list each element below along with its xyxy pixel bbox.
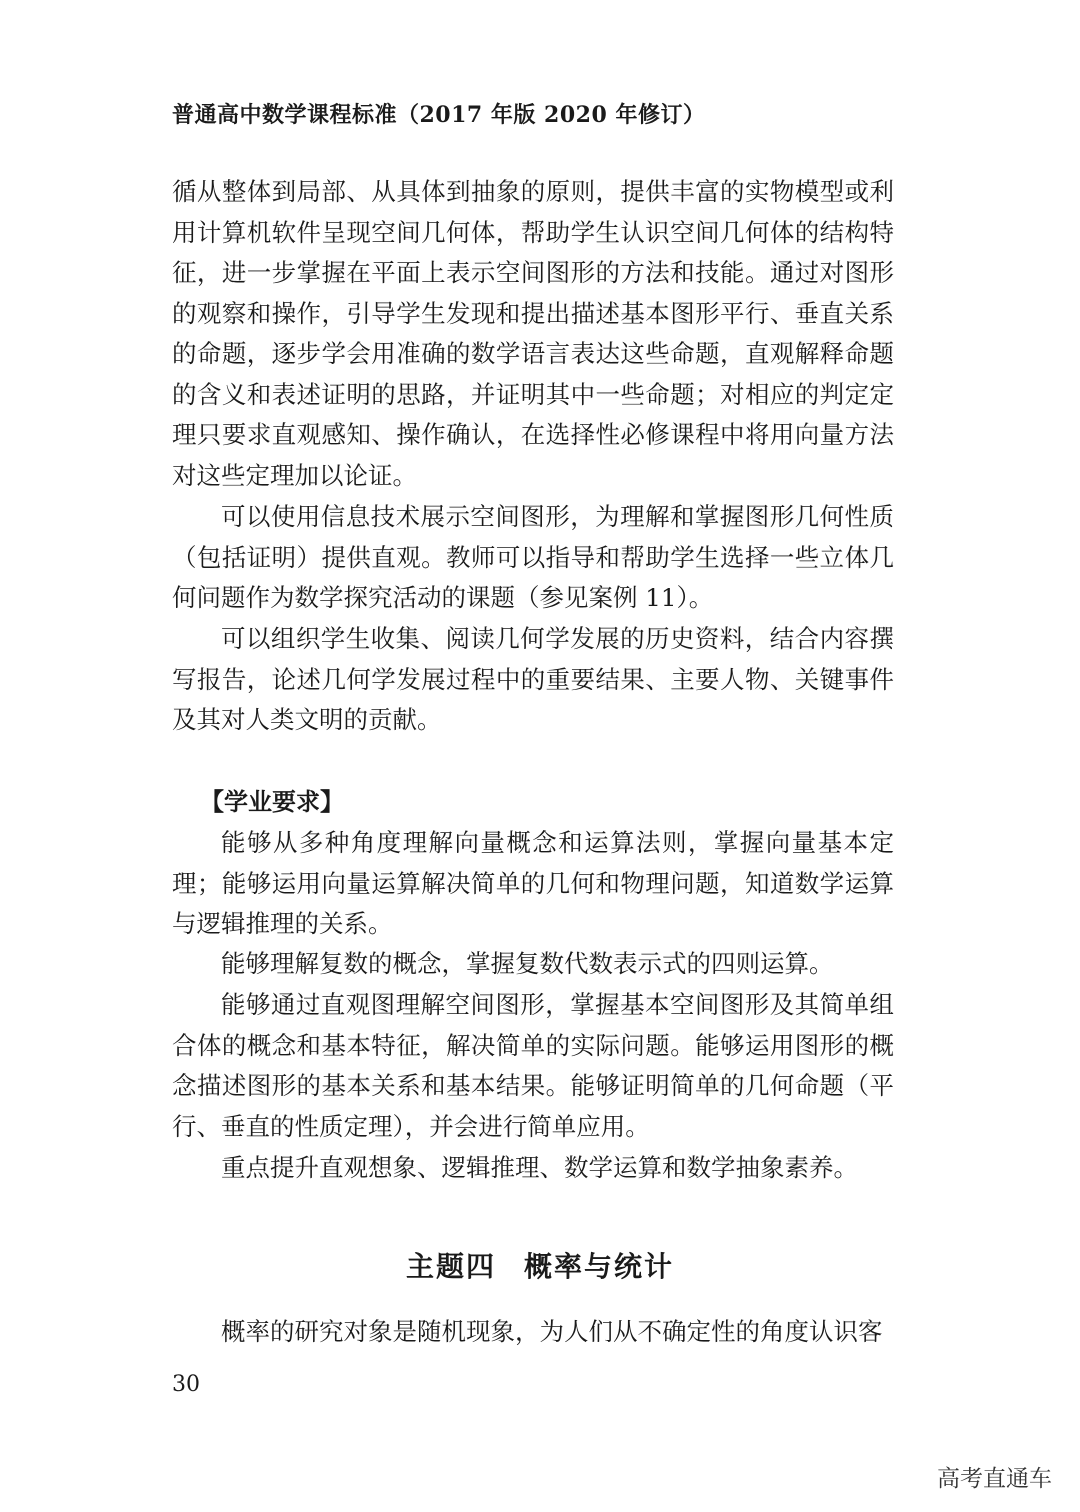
requirement-paragraph: 能够从多种角度理解向量概念和运算法则，掌握向量基本定理；能够运用向量运算解决简单的几何和物理问题，知道数学运算与逻辑推理的关系。: [172, 828, 894, 938]
section-label-academic-requirements: 【学业要求】: [200, 787, 344, 816]
topic-number: 主题四: [405, 1250, 496, 1283]
body-paragraph: 循从整体到局部、从具体到抽象的原则，提供丰富的实物模型或利用计算机软件呈现空间几何体，帮助学生认识空间几何体的结构特征，进一步掌握在平面上表示空间图形的方法和技能。通过对图形的观察和操作，引导学生发现和提出描述基本图形平行、垂直关系的命题，逐步学会用准确的数学语言表达这些命题，直观解释命题的含义和表述证明的思路，并证明其中一些命题；对相应的判定定理只要求直观感知、操作确认，在选择性必修课程中将用向量方法对这些定理加以论证。: [172, 177, 894, 490]
requirement-paragraph: 能够理解复数的概念，掌握复数代数表示式的四则运算。: [221, 949, 834, 978]
body-paragraph: 可以组织学生收集、阅读几何学发展的历史资料，结合内容撰写报告，论述几何学发展过程中的重要结果、主要人物、关键事件及其对人类文明的贡献。: [172, 624, 894, 734]
watermark-text: 高考直通车: [937, 1466, 1052, 1492]
requirement-paragraph: 能够通过直观图理解空间图形，掌握基本空间图形及其简单组合体的概念和基本特征，解决简单的实际问题。能够运用图形的概念描述图形的基本关系和基本结果。能够证明简单的几何命题（平行、垂直的性质定理），并会进行简单应用。: [172, 990, 894, 1141]
topic-title: 概率与统计: [524, 1250, 675, 1283]
topic-intro-paragraph: 概率的研究对象是随机现象，为人们从不确定性的角度认识客: [221, 1317, 883, 1346]
body-paragraph: 可以使用信息技术展示空间图形，为理解和掌握图形几何性质（包括证明）提供直观。教师可以指导和帮助学生选择一些立体几何问题作为数学探究活动的课题（参见案例 11）。: [172, 502, 894, 612]
requirement-paragraph: 重点提升直观想象、逻辑推理、数学运算和数学抽象素养。: [221, 1153, 858, 1182]
topic-heading: [0, 1245, 1080, 1285]
page-number: 30: [172, 1372, 200, 1397]
running-header-title: 普通高中数学课程标准（2017 年版 2020 年修订）: [172, 102, 706, 128]
